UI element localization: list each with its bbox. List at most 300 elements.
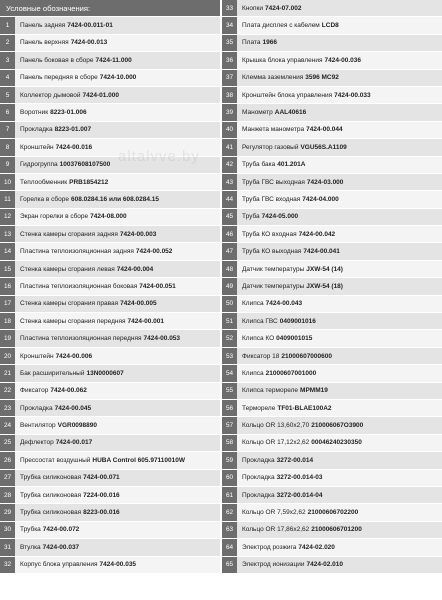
part-name: Вентилятор: [20, 422, 56, 430]
part-code: 7424-00.003: [119, 230, 157, 238]
legend-row-number: 21: [0, 365, 15, 381]
part-name: Плата дисплея с кабелем: [242, 22, 320, 30]
legend-row: [0, 296, 220, 313]
part-name: Клипса термореле: [242, 387, 299, 395]
legend-row-text: [237, 17, 442, 33]
legend-row-number: 43: [222, 174, 237, 190]
legend-row-number: 25: [0, 435, 15, 451]
legend-row-number: 31: [0, 539, 15, 555]
part-name: Стенка камеры сгорания задняя: [20, 230, 118, 238]
part-name: Кронштейн: [20, 352, 54, 360]
legend-row-number: 55: [222, 383, 237, 399]
legend-row: [222, 313, 442, 330]
part-name: Труба бака: [242, 161, 276, 169]
part-name: Прокладка: [20, 126, 53, 134]
legend-row-number: 20: [0, 348, 15, 364]
part-code: 7424-00.062: [50, 387, 87, 395]
part-code: LCD8: [321, 22, 339, 30]
legend-row-number: 24: [0, 417, 15, 433]
legend-row-text: [237, 174, 442, 190]
legend-row-number: 48: [222, 261, 237, 277]
legend-row: [222, 383, 442, 400]
legend-row-text: [237, 70, 442, 86]
legend-row-text: [237, 296, 442, 312]
legend-row: [222, 17, 442, 34]
legend-row-text: [237, 539, 442, 555]
part-code: 3272-00.014-03: [276, 474, 323, 482]
legend-row-text: [15, 452, 220, 468]
part-name: Манометр: [242, 109, 273, 117]
legend-row-number: 33: [222, 0, 237, 16]
legend-row-number: 62: [222, 504, 237, 520]
part-name: Панель задняя: [20, 22, 66, 30]
part-code: HUBA Control 605.97110010W: [92, 456, 186, 464]
part-name: Труба КО выходная: [242, 248, 302, 256]
part-name: Труба: [242, 213, 260, 221]
part-code: 7424-00.072: [42, 526, 80, 534]
legend-row-text: [237, 417, 442, 433]
legend-row: [0, 35, 220, 52]
legend-row-text: [237, 52, 442, 68]
legend-row-number: 7: [0, 122, 15, 138]
part-name: Пластина теплоизоляционная задняя: [20, 248, 134, 256]
part-name: Прокладка: [20, 404, 53, 412]
part-code: 7424-00.017: [55, 439, 93, 447]
legend-row-text: [237, 470, 442, 486]
part-code: MPMM19: [300, 387, 328, 395]
legend-row: [0, 539, 220, 556]
part-name: Коллектор дымовой: [20, 91, 81, 99]
part-name: Кнопки: [242, 4, 263, 12]
legend-row: [222, 470, 442, 487]
legend-row-text: [15, 417, 220, 433]
part-code: 7424-03.000: [306, 178, 344, 186]
legend-row-number: 52: [222, 330, 237, 346]
legend-row-number: 44: [222, 191, 237, 207]
part-name: Воротник: [20, 109, 49, 117]
legend-row-text: [237, 87, 442, 103]
legend-row: [222, 487, 442, 504]
legend-row: [222, 157, 442, 174]
legend-row-text: [15, 383, 220, 399]
part-name: Фиксатор 18: [242, 352, 280, 360]
legend-row: [0, 470, 220, 487]
legend-row: [0, 87, 220, 104]
part-code: AAL40616: [274, 109, 307, 117]
part-name: Датчик температуры: [242, 265, 305, 273]
legend-row-text: [15, 278, 220, 294]
legend-row-text: [15, 400, 220, 416]
legend-row: [222, 522, 442, 539]
part-code: 21000607001000: [265, 369, 317, 377]
part-name: Термореле: [242, 404, 276, 412]
legend-rows-right: [222, 0, 442, 574]
part-code: JXW-54 (18): [306, 282, 343, 290]
legend-row: [0, 17, 220, 34]
part-code: VGU56S.A1109: [300, 143, 347, 151]
legend-row: [0, 383, 220, 400]
legend-row-number: 10: [0, 174, 15, 190]
part-name: Трубка силиконовая: [20, 491, 82, 499]
part-code: 7424-00.005: [120, 300, 157, 308]
legend-row-text: [15, 87, 220, 103]
part-code: 21000606701200: [311, 526, 362, 534]
legend-row: [0, 365, 220, 382]
legend-row: [222, 348, 442, 365]
legend-row-number: 4: [0, 70, 15, 86]
part-code: 7424-00.051: [139, 282, 176, 290]
part-code: 7424-11.000: [95, 56, 132, 64]
part-code: 3596 MC92: [305, 74, 339, 82]
part-name: Прессостат воздушный: [20, 456, 91, 464]
part-name: Экран горелки в сборе: [20, 213, 89, 221]
part-code: 7424-02.010: [306, 561, 344, 569]
legend-row: [222, 296, 442, 313]
legend-row-text: [237, 365, 442, 381]
legend-row: [222, 261, 442, 278]
legend-row-number: 65: [222, 557, 237, 573]
legend-row-number: 38: [222, 87, 237, 103]
part-code: 7424-00.042: [298, 230, 336, 238]
legend-row-text: [237, 104, 442, 120]
part-name: Гидрогруппа: [20, 161, 58, 169]
legend-row: [222, 226, 442, 243]
legend-row-number: 36: [222, 52, 237, 68]
part-code: 8223-00.016: [83, 509, 120, 517]
part-code: 7424-00.035: [99, 561, 137, 569]
legend-row-text: [15, 17, 220, 33]
part-name: Клипса КО: [242, 335, 275, 343]
part-code: 7424-00.037: [42, 543, 80, 551]
part-code: 13N0000607: [86, 369, 124, 377]
part-name: Панель боковая в сборе: [20, 56, 94, 64]
legend-row: [0, 226, 220, 243]
part-name: Трубка: [20, 526, 41, 534]
legend-row: [0, 435, 220, 452]
legend-row: [0, 400, 220, 417]
part-name: Стенка камеры сгорания левая: [20, 265, 115, 273]
part-code: 7424-00.011-01: [67, 22, 113, 30]
legend-row-text: [15, 435, 220, 451]
part-code: 0409001016: [279, 317, 316, 325]
legend-row: [0, 313, 220, 330]
part-code: 00046240230350: [311, 439, 362, 447]
legend-row-text: [15, 296, 220, 312]
legend-row: [222, 174, 442, 191]
legend-row: [0, 70, 220, 87]
legend-row-number: 54: [222, 365, 237, 381]
legend-row: [222, 417, 442, 434]
legend-row-text: [15, 330, 220, 346]
legend-row-text: [237, 313, 442, 329]
legend-column-right: [222, 0, 442, 600]
legend-row-number: 50: [222, 296, 237, 312]
part-name: Дефлектор: [20, 439, 54, 447]
part-code: 7424-01.000: [82, 91, 120, 99]
legend-row-text: [15, 365, 220, 381]
part-name: Кольцо OR 17,12x2,62: [242, 439, 310, 447]
legend-row: [0, 348, 220, 365]
legend-row-number: 64: [222, 539, 237, 555]
legend-row: [0, 452, 220, 469]
part-name: Манжета манометра: [242, 126, 305, 134]
legend-row-text: [237, 348, 442, 364]
part-code: 7424-05.000: [261, 213, 299, 221]
part-code: 7424-02.020: [298, 543, 335, 551]
legend-row-text: [15, 35, 220, 51]
legend-row: [0, 104, 220, 121]
legend-row-number: 22: [0, 383, 15, 399]
legend-row-text: [237, 522, 442, 538]
legend-row: [0, 52, 220, 69]
part-name: Трубка силиконовая: [20, 509, 82, 517]
part-name: Пластина теплоизоляционная передняя: [20, 335, 142, 343]
legend-row: [0, 209, 220, 226]
legend-row-number: 49: [222, 278, 237, 294]
legend-row-number: 13: [0, 226, 15, 242]
legend-row: [222, 400, 442, 417]
legend-row: [222, 35, 442, 52]
legend-row-number: 19: [0, 330, 15, 346]
legend-row-number: 57: [222, 417, 237, 433]
part-code: PRB1854212: [69, 178, 109, 186]
legend-row: [222, 278, 442, 295]
legend-row: [0, 261, 220, 278]
legend-row-number: 16: [0, 278, 15, 294]
legend-row-number: 41: [222, 139, 237, 155]
part-code: 3272-00.014: [276, 456, 314, 464]
watermark: altalvve.by: [118, 148, 200, 165]
part-name: Стенка камеры сгорания передняя: [20, 317, 126, 325]
legend-row-number: 18: [0, 313, 15, 329]
legend-row-number: 30: [0, 522, 15, 538]
legend-row-number: 32: [0, 557, 15, 573]
part-code: 7424-00.016: [55, 143, 93, 151]
part-code: 0409001015: [276, 335, 313, 343]
part-name: Электрод ионизации: [242, 561, 305, 569]
legend-row-number: 8: [0, 139, 15, 155]
legend-row-text: [237, 557, 442, 573]
part-code: 7424-00.036: [324, 56, 361, 64]
part-name: Клипса: [242, 300, 264, 308]
part-code: 8223-01.006: [50, 109, 87, 117]
legend-row-number: 61: [222, 487, 237, 503]
part-name: Трубка силиконовая: [20, 474, 82, 482]
part-code: 7424-04.000: [302, 195, 339, 203]
legend-row-text: [237, 35, 442, 51]
part-name: Корпус блока управления: [20, 561, 98, 569]
legend-row-text: [15, 122, 220, 138]
legend-row: [0, 522, 220, 539]
legend-row-text: [237, 435, 442, 451]
legend-row: [222, 452, 442, 469]
legend-row: [222, 70, 442, 87]
legend-column-left: [0, 0, 220, 600]
legend-row: [222, 330, 442, 347]
legend-row-number: 2: [0, 35, 15, 51]
legend-row-number: 42: [222, 157, 237, 173]
part-name: Крышка блока управления: [242, 56, 323, 64]
legend-row-number: 51: [222, 313, 237, 329]
legend-row: [222, 139, 442, 156]
legend-row: [0, 122, 220, 139]
legend-row-text: [15, 261, 220, 277]
part-name: Клемма заземления: [242, 74, 304, 82]
part-name: Прокладка: [242, 456, 275, 464]
legend-row-text: [237, 504, 442, 520]
legend-row-number: 35: [222, 35, 237, 51]
part-name: Горелка в сборе: [20, 195, 69, 203]
part-name: Стенка камеры сгорания правая: [20, 300, 119, 308]
legend-row-number: 5: [0, 87, 15, 103]
part-code: 7224-00.016: [83, 491, 120, 499]
legend-row-text: [15, 557, 220, 573]
legend-row-number: 56: [222, 400, 237, 416]
legend-row: [222, 122, 442, 139]
legend-row-text: [15, 539, 220, 555]
part-code: 7424-00.071: [83, 474, 120, 482]
part-name: Клипса: [242, 369, 264, 377]
legend-row-text: [237, 209, 442, 225]
part-name: Кольцо OR 17,86x2,62: [242, 526, 310, 534]
part-code: JXW-54 (14): [306, 265, 343, 273]
part-code: 401.201A: [277, 161, 306, 169]
part-code: 608.0284.16 или 608.0284.15: [71, 195, 160, 203]
part-name: Электрод розжига: [242, 543, 297, 551]
part-name: Труба ГВС входная: [242, 195, 301, 203]
legend-row-text: [15, 70, 220, 86]
legend-row-number: 63: [222, 522, 237, 538]
part-name: Кольцо OR 7,59x2,62: [242, 509, 306, 517]
legend-row-number: 1: [0, 17, 15, 33]
legend-row-number: 60: [222, 470, 237, 486]
legend-row-text: [237, 383, 442, 399]
legend-row-text: [15, 470, 220, 486]
legend-row: [0, 504, 220, 521]
part-code: 7424-00.043: [265, 300, 303, 308]
legend-row-number: 45: [222, 209, 237, 225]
legend-row: [222, 52, 442, 69]
part-code: 7424-00.044: [306, 126, 343, 134]
legend-row-number: 23: [0, 400, 15, 416]
part-code: 7424-00.001: [127, 317, 165, 325]
legend-row-text: [237, 243, 442, 259]
legend-row-text: [15, 504, 220, 520]
part-code: 7424-00.053: [143, 335, 181, 343]
legend-row-text: [237, 157, 442, 173]
legend-row-text: [15, 209, 220, 225]
legend-row-number: 37: [222, 70, 237, 86]
legend-row: [0, 174, 220, 191]
part-name: Теплообменник: [20, 178, 68, 186]
legend-row-number: 34: [222, 17, 237, 33]
legend-row-text: [237, 0, 442, 16]
legend-rows-left: [0, 17, 220, 574]
part-name: Труба ГВС выходная: [242, 178, 305, 186]
legend-row-text: [237, 400, 442, 416]
legend-row: [222, 209, 442, 226]
legend-row-text: [15, 522, 220, 538]
part-code: TF01-BLAE100A2: [277, 404, 332, 412]
part-code: 7424-00.041: [303, 248, 340, 256]
legend-row: [222, 557, 442, 574]
part-name: Панель передняя в сборе: [20, 74, 98, 82]
legend-row: [222, 243, 442, 260]
part-name: Датчик температуры: [242, 282, 305, 290]
part-code: 7424-10.000: [99, 74, 137, 82]
part-code: 210006067O3900: [311, 422, 364, 430]
part-name: Фиксатор: [20, 387, 49, 395]
legend-row-text: [15, 313, 220, 329]
legend-row: [222, 365, 442, 382]
legend-row-text: [15, 174, 220, 190]
legend-row-text: [15, 104, 220, 120]
legend-row-text: [15, 243, 220, 259]
legend-row-number: 29: [0, 504, 15, 520]
legend-row-number: 3: [0, 52, 15, 68]
part-name: Пластина теплоизоляционная боковая: [20, 282, 138, 290]
legend-row-text: [237, 226, 442, 242]
legend-row: [0, 487, 220, 504]
legend-row-number: 39: [222, 104, 237, 120]
legend-row: [222, 0, 442, 17]
legend-row-text: [237, 330, 442, 346]
legend-row-number: 15: [0, 261, 15, 277]
part-name: Клипса ГВС: [242, 317, 278, 325]
legend-row-number: 11: [0, 191, 15, 207]
legend-row: [222, 87, 442, 104]
legend-row: [0, 417, 220, 434]
legend-row-text: [237, 452, 442, 468]
part-code: 7424-00.033: [334, 91, 371, 99]
legend-row-text: [15, 191, 220, 207]
legend-row: [222, 435, 442, 452]
part-code: 8223-01.007: [54, 126, 92, 134]
legend-row-number: 6: [0, 104, 15, 120]
legend-row-number: 46: [222, 226, 237, 242]
legend-row-number: 26: [0, 452, 15, 468]
part-name: Прокладка: [242, 491, 275, 499]
legend-row: [222, 504, 442, 521]
part-name: Прокладка: [242, 474, 275, 482]
legend-row-text: [237, 261, 442, 277]
part-code: 7424-00.052: [135, 248, 173, 256]
legend-row-text: [15, 348, 220, 364]
legend-row-text: [15, 487, 220, 503]
part-code: VGR0098890: [57, 422, 97, 430]
legend-row-number: 9: [0, 157, 15, 173]
legend-row-number: 12: [0, 209, 15, 225]
part-name: Труба КО входная: [242, 230, 297, 238]
part-code: 21000606702200: [307, 509, 359, 517]
legend-row-text: [237, 139, 442, 155]
legend-row-number: 47: [222, 243, 237, 259]
legend-row-text: [237, 122, 442, 138]
legend-row-number: 53: [222, 348, 237, 364]
legend-row: [0, 191, 220, 208]
legend-header: Условные обозначения:: [0, 0, 220, 17]
part-name: Кольцо OR 13,60x2,70: [242, 422, 310, 430]
legend-row-text: [237, 487, 442, 503]
legend-row: [0, 278, 220, 295]
part-name: Плата: [242, 39, 261, 47]
part-code: 7424-00.006: [55, 352, 93, 360]
legend-row: [0, 330, 220, 347]
part-code: 7424-08.000: [90, 213, 127, 221]
legend-row-text: [237, 191, 442, 207]
legend-row: [0, 557, 220, 574]
part-name: Панель верхняя: [20, 39, 69, 47]
